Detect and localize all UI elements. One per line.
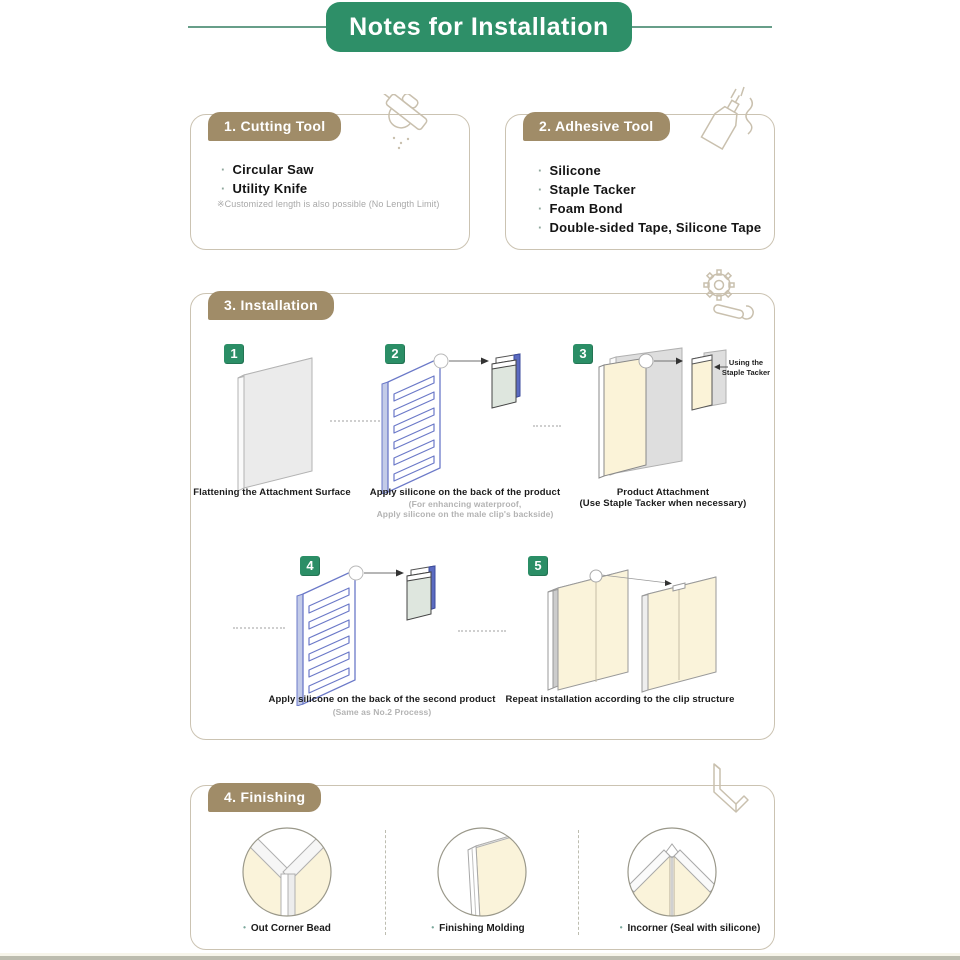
bottom-strip-dark [0,956,960,960]
header-line-left [188,26,326,28]
step-badge-1: 1 [224,344,244,364]
step-caption: Apply silicone on the back of the second product [268,694,496,705]
dotted-connector [233,627,285,629]
step3-product-attachment-illustration [580,345,730,487]
step-subcaption-bold: (Use Staple Tacker when necessary) [579,498,747,509]
step2-silicone-panel-illustration [378,352,528,494]
finishing-item-label: • Out Corner Bead [207,923,367,934]
step-subcaption: (For enhancing waterproof, [408,499,522,509]
cutting-tool-note: ※Customized length is also possible (No Length Limit) [217,199,440,209]
list-item: · Utility Knife [221,179,314,198]
step-caption: Repeat installation according to the clip structure [505,694,735,705]
corner-molding-icon [700,760,754,816]
finishing-separator [385,830,386,935]
step-badge-2: 2 [385,344,405,364]
incorner-illustration [624,824,720,920]
header-line-right [632,26,772,28]
section-label-adhesive: 2. Adhesive Tool [523,112,670,141]
section-label-installation: 3. Installation [208,291,334,320]
step-badge-4: 4 [300,556,320,576]
step-caption: Product Attachment [616,487,710,498]
finishing-item-label: • Incorner (Seal with silicone) [600,923,780,934]
circular-saw-icon [372,94,450,150]
page-title: Notes for Installation [326,2,632,52]
dotted-connector [533,425,561,427]
cutting-tool-list [221,160,314,198]
list-item: · Circular Saw [221,160,314,179]
gear-wrench-icon [693,264,757,324]
section-label-finishing: 4. Finishing [208,783,321,812]
list-item: · Foam Bond [538,199,761,218]
glue-tube-icon [692,86,764,152]
annotation-line: Using the [728,358,764,367]
step-subcaption: Apply silicone on the male clip's backside) [376,509,554,519]
step-caption: Flattening the Attachment Surface [193,487,351,498]
step-caption: Apply silicone on the back of the product [369,487,561,498]
section-label-cutting: 1. Cutting Tool [208,112,341,141]
step-subcaption: (Same as No.2 Process) [332,707,432,717]
dotted-connector [458,630,506,632]
step-badge-5: 5 [528,556,548,576]
out-corner-bead-illustration [239,824,335,920]
adhesive-tool-list [538,161,761,237]
list-item: · Double-sided Tape, Silicone Tape [538,218,761,237]
step1-flat-panel-illustration [230,350,320,492]
dotted-connector [330,420,380,422]
annotation-line: Staple Tacker [721,368,771,377]
finishing-molding-illustration [434,824,530,920]
list-item: · Staple Tacker [538,180,761,199]
step4-silicone-panel-illustration [293,564,443,706]
staple-tacker-annotation [717,358,775,378]
finishing-separator [578,830,579,935]
step5-clip-repeat-illustration [540,560,725,696]
step-badge-3: 3 [573,344,593,364]
finishing-item-label: • Finishing Molding [398,923,558,934]
list-item: · Silicone [538,161,761,180]
